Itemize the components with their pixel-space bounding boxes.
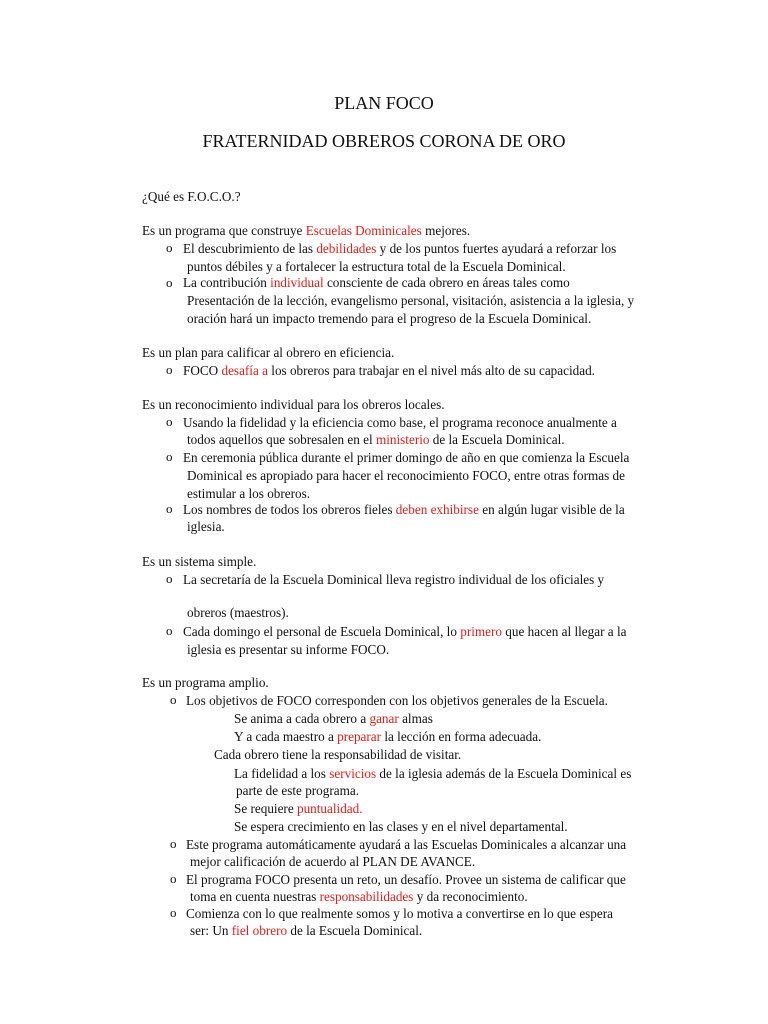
bullet-text-cont: iglesia es presentar su informe FOCO. (187, 642, 390, 657)
bullet-text-cont: mejor calificación de acuerdo al PLAN DE AVANCE. (190, 854, 476, 869)
bullet-marker: o (166, 571, 173, 586)
bullet-text: El programa FOCO presenta un reto, un desafío. Provee un sistema de calificar que (186, 872, 626, 887)
bullet-text-cont: todos aquellos que sobresalen en el ministerio de la Escuela Dominical. (187, 432, 565, 447)
question-heading: ¿Qué es F.O.C.O.? (142, 189, 241, 204)
bullet-text-cont: Presentación de la lección, evangelismo personal, visitación, asistencia a la iglesia, y (187, 293, 635, 308)
bullet-text: Comienza con lo que realmente somos y lo motiva a convertirse en lo que espera (186, 906, 613, 921)
section-intro: Es un programa que construye Escuelas Dominicales mejores. (142, 223, 471, 238)
document-title: PLAN FOCO (334, 93, 434, 113)
bullet-marker: o (166, 501, 173, 516)
subbullet-text-cont: parte de este programa. (236, 783, 360, 798)
bullet-text-cont: oración hará un impacto tremendo para el progreso de la Escuela Dominical. (187, 311, 592, 326)
subbullet-text: Y a cada maestro a preparar la lección en forma adecuada. (234, 729, 542, 744)
bullet-text: La secretaría de la Escuela Dominical lleva registro individual de los oficiales y (183, 572, 605, 587)
bullet-marker: o (166, 623, 173, 638)
bullet-text: FOCO desafía a los obreros para trabajar en el nivel más alto de su capacidad. (183, 363, 595, 378)
bullet-text-cont: ser: Un fiel obrero de la Escuela Dominical. (190, 923, 423, 938)
bullet-text-cont: puntos débiles y a fortalecer la estructura total de la Escuela Dominical. (187, 259, 566, 274)
subbullet-text: La fidelidad a los servicios de la iglesia además de la Escuela Dominical es (234, 766, 632, 781)
document-subtitle: FRATERNIDAD OBREROS CORONA DE ORO (202, 131, 566, 151)
bullet-marker: o (166, 275, 173, 290)
section-intro: Es un sistema simple. (142, 554, 257, 569)
subbullet-text: Se anima a cada obrero a ganar almas (234, 711, 433, 726)
subbullet-text: Se requiere puntualidad. (234, 801, 363, 816)
bullet-marker: o (166, 362, 173, 377)
bullet-text: En ceremonia pública durante el primer domingo de año en que comienza la Escuela (183, 450, 630, 465)
subbullet-plain-text: Cada obrero tiene la responsabilidad de visitar. (214, 747, 462, 762)
bullet-text: Los objetivos de FOCO corresponden con los objetivos generales de la Escuela. (186, 693, 608, 708)
bullet-text-cont: estimular a los obreros. (187, 486, 311, 501)
bullet-marker: o (170, 871, 177, 886)
bullet-text-cont: iglesia. (187, 519, 225, 534)
section-intro: Es un programa amplio. (142, 675, 269, 690)
section-intro: Es un reconocimiento individual para los obreros locales. (142, 397, 445, 412)
bullet-text: Cada domingo el personal de Escuela Dominical, lo primero que hacen al llegar a la (183, 624, 627, 639)
bullet-marker: o (166, 414, 173, 429)
bullet-marker: o (166, 240, 173, 255)
bullet-marker: o (170, 905, 177, 920)
section-intro: Es un plan para calificar al obrero en eficiencia. (142, 345, 395, 360)
bullet-text-cont: Dominical es apropiado para hacer el reconocimiento FOCO, entre otras formas de (187, 468, 625, 483)
bullet-marker: o (170, 836, 177, 851)
bullet-text: La contribución individual consciente de cada obrero en áreas tales como (183, 275, 570, 290)
bullet-marker: o (166, 449, 173, 464)
bullet-text: Este programa automáticamente ayudará a las Escuelas Dominicales a alcanzar una (186, 837, 627, 852)
bullet-text-cont: obreros (maestros). (187, 605, 289, 620)
bullet-text: El descubrimiento de las debilidades y de los puntos fuertes ayudará a reforzar los (183, 241, 617, 256)
bullet-marker: o (170, 692, 177, 707)
bullet-text: Los nombres de todos los obreros fieles deben exhibirse en algún lugar visible de la (183, 502, 625, 517)
bullet-text-cont: toma en cuenta nuestras responsabilidades y da reconocimiento. (190, 889, 528, 904)
bullet-text: Usando la fidelidad y la eficiencia como base, el programa reconoce anualmente a (183, 415, 617, 430)
subbullet-text: Se espera crecimiento en las clases y en el nivel departamental. (234, 819, 568, 834)
